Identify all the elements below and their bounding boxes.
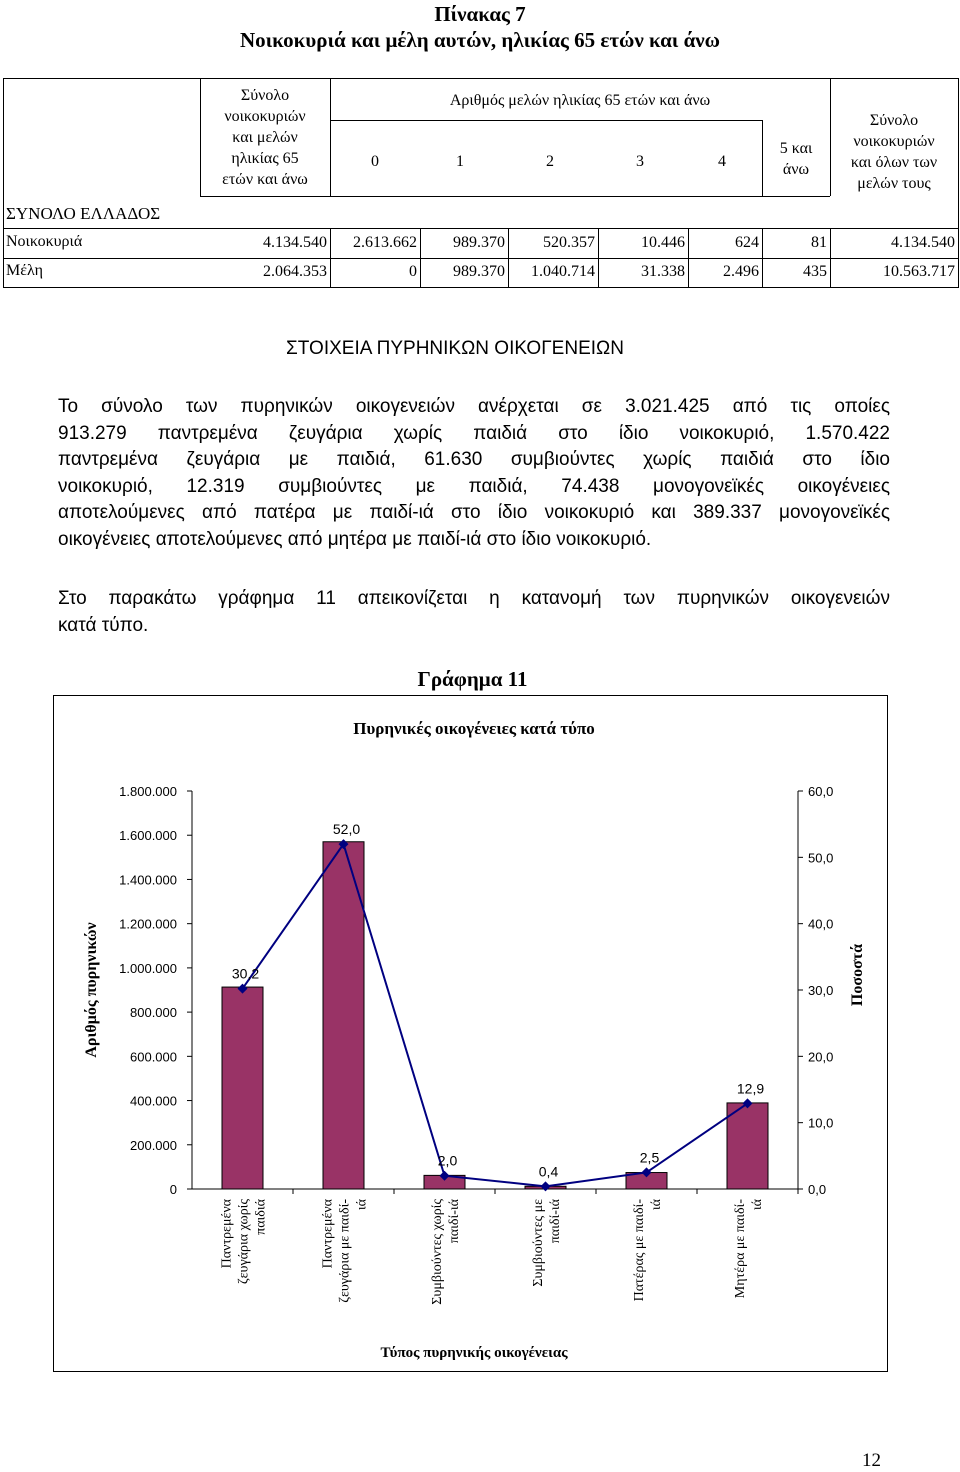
table-cell: 2.496	[723, 263, 759, 280]
y-tick-label: 1.600.000	[119, 828, 177, 844]
section-heading: ΣΤΟΙΧΕΙΑ ΠΥΡΗΝΙΚΩΝ ΟΙΚΟΓΕΝΕΙΩΝ	[286, 338, 624, 359]
y-tick-label: 800.000	[130, 1005, 177, 1021]
x-tick-label: Πατέρας με παιδί-	[632, 1199, 647, 1302]
x-tick-label: Παντρεμένα	[320, 1199, 336, 1269]
x-tick-label: Συμβιούντες χωρίς	[430, 1199, 445, 1305]
table-cell: 2.064.353	[263, 263, 327, 280]
table-cell: 989.370	[453, 234, 505, 251]
table-cell: 4.134.540	[891, 234, 955, 251]
y-tick-label: 1.000.000	[119, 960, 177, 976]
header-members-65-group: Αριθμός μελών ηλικίας 65 ετών και άνω	[449, 92, 711, 109]
header-five-plus: 5 και άνω	[779, 140, 813, 178]
header-count-0: 0	[371, 153, 379, 170]
region-label: ΣΥΝΟΛΟ ΕΛΛΑΔΟΣ	[6, 204, 161, 223]
table-cell: 0	[409, 263, 417, 280]
percent-data-label: 12,9	[736, 1080, 765, 1097]
table-number: Πίνακας 7	[434, 2, 526, 26]
y-tick-label: 200.000	[130, 1137, 177, 1153]
header-total-all: Σύνολο νοικοκυριών και όλων των μελών τους	[850, 112, 938, 192]
y-tick-label: 1.800.000	[119, 784, 177, 799]
page-number: 12	[862, 1450, 881, 1471]
y2-axis-title: Ποσοστά	[849, 943, 866, 1007]
x-tick-label: παιδί-ιά	[548, 1199, 563, 1244]
bar	[727, 1103, 768, 1189]
paragraph-nuclear-families: Το σύνολο των πυρηνικών οικογενειών ανέρχεται σε 3.021.425 από τις οποίες 913.279 παντρεμένα ζευγάρια χωρίς παιδιά στο ίδιο νοικοκυριό, 1.570.422 παντρεμένα ζευγάρια με παιδιά, 61.630 συμβιούντες χωρίς παιδιά στο ίδιο νοικοκυριό, 12.319 συμβιούντες με παιδιά, 74.438 μονογονεϊκές οικογένειες αποτελούμενες από πατέρα με παιδί-ιά στο ίδιο νοικοκυριό και 389.337 μονογονεϊκές οικογένειες αποτελούμενες από μητέρα με παιδί-ιά στο ίδιο νοικοκυριό.	[58, 396, 890, 550]
percent-marker	[541, 1181, 551, 1191]
households-table	[0, 78, 960, 288]
table-cell: 4.134.540	[263, 234, 327, 251]
table-cell: 10.446	[641, 234, 685, 251]
header-count-1: 1	[456, 153, 464, 170]
table-cell: 31.338	[641, 263, 685, 280]
table-cell: 2.613.662	[353, 234, 417, 251]
x-tick-label: ζευγάρια χωρίς	[236, 1199, 252, 1285]
x-tick-label: Παντρεμένα	[219, 1199, 235, 1269]
percent-data-label: 2,5	[639, 1149, 660, 1166]
y-tick-label: 400.000	[130, 1093, 177, 1109]
y-tick-label: 0	[169, 1182, 177, 1197]
x-axis-title: Τύπος πυρηνικής οικογένειας	[380, 1345, 568, 1361]
table-cell: 624	[735, 234, 759, 251]
x-tick-label: ιά	[750, 1199, 765, 1211]
percent-line	[243, 844, 748, 1186]
y-tick-label: 600.000	[130, 1049, 177, 1065]
table-cell: 989.370	[453, 263, 505, 280]
y-axis-title: Αριθμός πυρηνικών	[83, 922, 100, 1058]
x-tick-label: παιδί-ιά	[447, 1199, 462, 1244]
y2-tick-label: 30,0	[808, 983, 834, 998]
bar	[222, 987, 263, 1189]
percent-data-label: 30,2	[231, 965, 260, 982]
x-tick-label: ιά	[354, 1199, 370, 1211]
graph-caption: Γράφημα 11	[417, 667, 528, 691]
y2-tick-label: 10,0	[808, 1115, 834, 1131]
header-count-4: 4	[718, 153, 726, 170]
y-tick-label: 1.400.000	[119, 872, 177, 888]
x-tick-label: Συμβιούντες με	[531, 1199, 546, 1287]
table-cell: 1.040.714	[531, 263, 595, 280]
row-label-households: Νοικοκυριά	[6, 233, 83, 250]
y2-tick-label: 20,0	[808, 1049, 834, 1065]
paragraph-graph-intro: Στο παρακάτω γράφημα 11 απεικονίζεται η κατανομή των πυρηνικών οικογενειών κατά τύπο.	[58, 588, 890, 636]
table-cell: 520.357	[543, 234, 595, 251]
percent-data-label: 0,4	[538, 1163, 559, 1180]
table-title: Νοικοκυριά και μέλη αυτών, ηλικίας 65 ετών και άνω	[239, 28, 721, 52]
header-count-3: 3	[636, 153, 644, 170]
table-cell: 10.563.717	[883, 263, 955, 280]
table-cell: 81	[811, 234, 827, 251]
y2-tick-label: 60,0	[808, 784, 834, 799]
y-tick-label: 1.200.000	[119, 916, 177, 932]
x-tick-label: παιδιά	[253, 1199, 269, 1235]
y2-tick-label: 0,0	[808, 1182, 827, 1197]
x-tick-label: ζευγάρια με παιδί-	[337, 1199, 353, 1303]
x-tick-label: Μητέρα με παιδί-	[733, 1199, 748, 1299]
chart-title: Πυρηνικές οικογένειες κατά τύπο	[353, 719, 595, 738]
x-tick-label: ιά	[649, 1199, 664, 1211]
percent-data-label: 52,0	[332, 821, 361, 838]
y2-tick-label: 40,0	[808, 916, 834, 932]
chart-frame	[53, 695, 888, 1372]
y2-tick-label: 50,0	[808, 850, 834, 866]
table-cell: 435	[803, 263, 827, 280]
header-count-2: 2	[546, 153, 554, 170]
header-total-members: Σύνολο νοικοκυριών και μελών ηλικίας 65 ετών και άνω	[222, 87, 308, 188]
percent-data-label: 2,0	[437, 1152, 458, 1169]
chart	[54, 696, 887, 1371]
row-label-members: Μέλη	[6, 262, 43, 279]
